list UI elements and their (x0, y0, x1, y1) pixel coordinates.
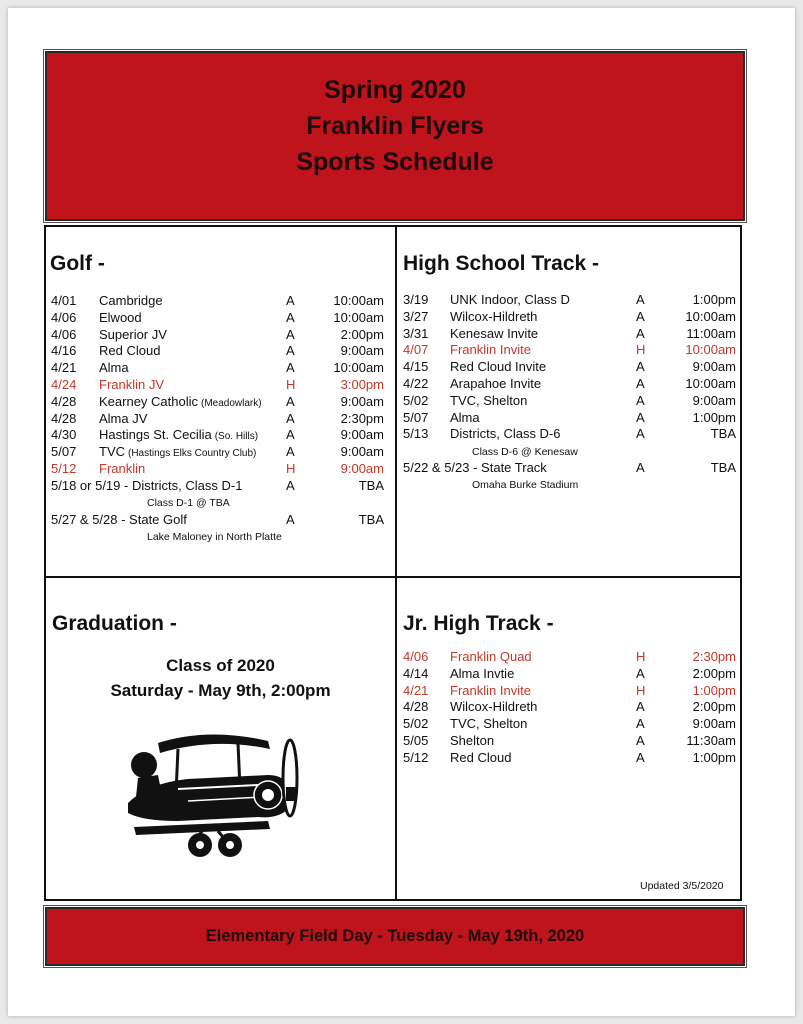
golf-home-away: H (286, 376, 296, 392)
jh-track-home-away: H (636, 682, 646, 698)
hs-state-ha: A (636, 460, 645, 475)
hs-state (403, 460, 736, 477)
jh-track-opponent-name: Alma Invtie (450, 665, 515, 681)
golf-home-away: A (286, 309, 295, 325)
golf-date: 4/24 (51, 376, 77, 392)
golf-districts-row (51, 478, 384, 495)
hs-track-opponent (450, 393, 527, 410)
golf-date: 4/06 (51, 309, 77, 325)
hs-track-opponent (450, 326, 538, 343)
golf-row (51, 427, 384, 444)
golf-time: 9:00am (340, 444, 384, 460)
jh-track-date: 4/06 (403, 649, 429, 664)
golf-opponent-name: Franklin JV (99, 376, 165, 392)
golf-opponent (99, 343, 160, 360)
golf-districts-label: 5/18 or 5/19 - Districts, Class D-1 (51, 478, 243, 493)
golf-row (51, 394, 384, 411)
hs-track-home-away: A (636, 426, 645, 442)
hs-track-time: 9:00am (692, 392, 736, 408)
hs-track-row (403, 426, 736, 443)
hs-track-opponent-name: Alma (450, 409, 480, 425)
golf-row (51, 310, 384, 327)
golf-date: 5/07 (51, 444, 77, 460)
hs-track-home-away: A (636, 308, 645, 324)
golf-home-away: A (286, 427, 295, 443)
golf-time: 10:00am (333, 309, 384, 325)
golf-date: 4/28 (51, 393, 77, 409)
schedule-page (8, 8, 795, 1016)
hs-track-date: 3/31 (403, 325, 429, 341)
jh-track-home-away: H (636, 649, 646, 664)
hs-track-opponent (450, 309, 537, 326)
jh-track-time: 2:00pm (692, 665, 736, 681)
jh-track-row (403, 649, 736, 666)
grid-divider-vertical (395, 227, 397, 899)
jh-track-opponent (450, 733, 494, 750)
golf-home-away: A (286, 393, 295, 409)
header-line-3: Sports Schedule (296, 148, 494, 176)
graduation-date: Saturday - May 9th, 2:00pm (110, 681, 331, 700)
jh-track-time: 11:30am (686, 732, 736, 748)
hs-track-opponent-name: Arapahoe Invite (450, 375, 542, 391)
hs-track-time: 11:00am (686, 325, 736, 341)
hs-track-time: 1:00pm (692, 292, 736, 307)
hs-track-time: 1:00pm (692, 409, 736, 425)
jh-track-time: 2:00pm (692, 699, 736, 715)
hs-track-row (403, 359, 736, 376)
hs-state-time: TBA (710, 460, 736, 475)
hs-track-opponent (450, 426, 561, 443)
hs-track-date: 3/19 (403, 292, 429, 307)
biplane-icon (118, 723, 308, 858)
golf-state-label: 5/27 & 5/28 - State Golf (51, 512, 187, 527)
golf-home-away: A (286, 360, 295, 376)
graduation-class: Class of 2020 (166, 656, 275, 675)
golf-opponent-name: Cambridge (99, 293, 163, 308)
hs-track-date: 4/15 (403, 359, 429, 375)
golf-home-away: H (286, 460, 296, 476)
jh-track-date: 4/21 (403, 682, 429, 698)
golf-venue-note: (So. Hills) (214, 431, 259, 443)
golf-time: 9:00am (340, 343, 384, 359)
golf-row (51, 293, 384, 310)
jh-track-home-away: A (636, 732, 645, 748)
golf-row (51, 360, 384, 377)
golf-time: 9:00am (340, 427, 384, 443)
golf-opponent-name: Alma JV (99, 410, 148, 426)
jh-track-opponent (450, 699, 537, 716)
hs-track-opponent-name: Wilcox-Hildreth (450, 308, 538, 324)
hs-track-opponent-name: UNK Indoor, Class D (450, 292, 570, 307)
hs-track-time: TBA (710, 426, 736, 442)
header-line-1: Spring 2020 (324, 76, 466, 104)
golf-opponent-name: Superior JV (99, 326, 167, 342)
golf-districts-ha: A (286, 478, 295, 493)
hs-track-date: 4/07 (403, 342, 429, 358)
jh-track-date: 4/28 (403, 699, 429, 715)
jh-track-opponent (450, 750, 511, 767)
golf-date: 5/12 (51, 460, 77, 476)
hs-track-time: 10:00am (685, 342, 736, 358)
golf-opponent-name: TVC (99, 444, 125, 460)
golf-opponent (99, 293, 163, 310)
jh-track-row (403, 699, 736, 716)
golf-districts (51, 478, 384, 495)
hs-track-date: 4/22 (403, 375, 429, 391)
hs-track-home-away: H (636, 342, 646, 358)
golf-venue-note: (Meadowlark) (201, 397, 262, 409)
golf-time: 2:30pm (340, 410, 384, 426)
hs-track-row (403, 309, 736, 326)
jh-track-opponent (450, 666, 514, 683)
jh-track-opponent-name: TVC, Shelton (450, 716, 528, 732)
hs-state-row (403, 460, 736, 477)
golf-opponent (99, 360, 129, 377)
hs-track-home-away: A (636, 375, 645, 391)
golf-row (51, 411, 384, 428)
golf-time: 9:00am (340, 393, 384, 409)
golf-time: 3:00pm (340, 376, 384, 392)
hs-state-label: 5/22 & 5/23 - State Track (403, 460, 547, 475)
hs-track-opponent-name: TVC, Shelton (450, 392, 528, 408)
hs-track-home-away: A (636, 292, 645, 307)
golf-opponent (99, 310, 142, 327)
jh-track-opponent-name: Wilcox-Hildreth (450, 699, 538, 715)
grid-divider-horizontal (46, 576, 740, 578)
golf-row (51, 377, 384, 394)
jh-track-title: Jr. High Track - (403, 612, 554, 635)
golf-home-away: A (286, 293, 295, 308)
hs-state-note: Omaha Burke Stadium (472, 479, 579, 491)
golf-date: 4/30 (51, 427, 77, 443)
jh-track-home-away: A (636, 716, 645, 732)
updated-note: Updated 3/5/2020 (640, 880, 724, 892)
jh-track-home-away: A (636, 749, 645, 765)
golf-opponent (99, 377, 164, 394)
golf-opponent (99, 411, 147, 428)
golf-date: 4/01 (51, 293, 77, 308)
hs-track-home-away: A (636, 409, 645, 425)
golf-opponent (99, 327, 167, 344)
hs-track-row (403, 410, 736, 427)
golf-home-away: A (286, 444, 295, 460)
golf-opponent (99, 461, 145, 478)
golf-venue-note: (Hastings Elks Country Club) (128, 448, 257, 460)
hs-track-date: 5/07 (403, 409, 429, 425)
jh-track-row (403, 666, 736, 683)
golf-row (51, 461, 384, 478)
golf-row (51, 327, 384, 344)
hs-track-home-away: A (636, 325, 645, 341)
jh-track-schedule (403, 649, 736, 767)
jh-track-date: 5/02 (403, 716, 429, 732)
jh-track-row (403, 683, 736, 700)
hs-track-title: High School Track - (403, 252, 600, 275)
golf-state-ha: A (286, 512, 295, 527)
jh-track-time: 9:00am (692, 716, 736, 732)
hs-track-row (403, 393, 736, 410)
hs-track-time: 9:00am (692, 359, 736, 375)
golf-state (51, 512, 384, 529)
jh-track-row (403, 733, 736, 750)
jh-track-opponent-name: Franklin Quad (450, 649, 532, 664)
hs-track-row (403, 376, 736, 393)
golf-row (51, 343, 384, 360)
golf-time: 2:00pm (340, 326, 384, 342)
hs-track-home-away: A (636, 392, 645, 408)
jh-track-date: 5/05 (403, 732, 429, 748)
jh-track-opponent (450, 716, 527, 733)
footer-banner (45, 907, 745, 966)
golf-date: 4/28 (51, 410, 77, 426)
jh-track-home-away: A (636, 665, 645, 681)
jh-track-home-away: A (636, 699, 645, 715)
header-banner (45, 51, 745, 221)
header-line-2: Franklin Flyers (306, 112, 484, 140)
golf-time: 10:00am (333, 293, 384, 308)
golf-state-row (51, 512, 384, 529)
schedule-grid (44, 225, 742, 901)
hs-track-opponent-name: Franklin Invite (450, 342, 531, 358)
hs-track-date: 3/27 (403, 308, 429, 324)
graduation-title: Graduation - (52, 612, 177, 635)
hs-track-row (403, 326, 736, 343)
hs-districts-note: Class D-6 @ Kenesaw (472, 446, 578, 458)
hs-track-time: 10:00am (685, 375, 736, 391)
golf-date: 4/21 (51, 360, 77, 376)
golf-state-note: Lake Maloney in North Platte (147, 531, 282, 543)
golf-opponent-name: Alma (99, 360, 129, 376)
golf-schedule (51, 293, 384, 478)
hs-track-home-away: A (636, 359, 645, 375)
golf-date: 4/06 (51, 326, 77, 342)
hs-track-opponent-name: Kenesaw Invite (450, 325, 539, 341)
jh-track-time: 2:30pm (692, 649, 736, 664)
jh-track-time: 1:00pm (692, 682, 736, 698)
hs-track-date: 5/13 (403, 426, 429, 442)
golf-title: Golf - (50, 252, 105, 275)
golf-time: 10:00am (333, 360, 384, 376)
golf-opponent-name: Franklin (99, 460, 146, 476)
jh-track-date: 4/14 (403, 665, 429, 681)
golf-home-away: A (286, 410, 295, 426)
hs-track-schedule (403, 292, 736, 443)
jh-track-opponent-name: Franklin Invite (450, 682, 531, 698)
golf-districts-time: TBA (358, 478, 384, 493)
golf-home-away: A (286, 343, 295, 359)
jh-track-time: 1:00pm (692, 749, 736, 765)
golf-date: 4/16 (51, 343, 77, 359)
hs-track-opponent-name: Red Cloud Invite (450, 359, 547, 375)
jh-track-row (403, 716, 736, 733)
golf-row (51, 444, 384, 461)
golf-opponent-name: Red Cloud (99, 343, 161, 359)
hs-track-time: 10:00am (685, 308, 736, 324)
golf-opponent-name: Elwood (99, 309, 142, 325)
hs-track-date: 5/02 (403, 392, 429, 408)
hs-track-opponent (450, 292, 570, 309)
golf-districts-note: Class D-1 @ TBA (147, 497, 230, 509)
golf-time: 9:00am (340, 460, 384, 476)
golf-state-time: TBA (358, 512, 384, 527)
jh-track-row (403, 750, 736, 767)
hs-track-opponent (450, 410, 480, 427)
jh-track-opponent (450, 649, 532, 666)
jh-track-opponent-name: Shelton (450, 732, 495, 748)
hs-track-opponent-name: Districts, Class D-6 (450, 426, 561, 442)
golf-opponent-name: Kearney Catholic (99, 393, 198, 409)
footer-text: Elementary Field Day - Tuesday - May 19th, 2020 (205, 927, 585, 945)
hs-track-row (403, 342, 736, 359)
hs-track-opponent (450, 342, 531, 359)
jh-track-date: 5/12 (403, 749, 429, 765)
hs-track-row (403, 292, 736, 309)
golf-home-away: A (286, 326, 295, 342)
golf-opponent-name: Hastings St. Cecilia (99, 427, 212, 443)
hs-track-opponent (450, 376, 541, 393)
jh-track-opponent-name: Red Cloud (450, 749, 512, 765)
hs-track-opponent (450, 359, 546, 376)
jh-track-opponent (450, 683, 531, 700)
